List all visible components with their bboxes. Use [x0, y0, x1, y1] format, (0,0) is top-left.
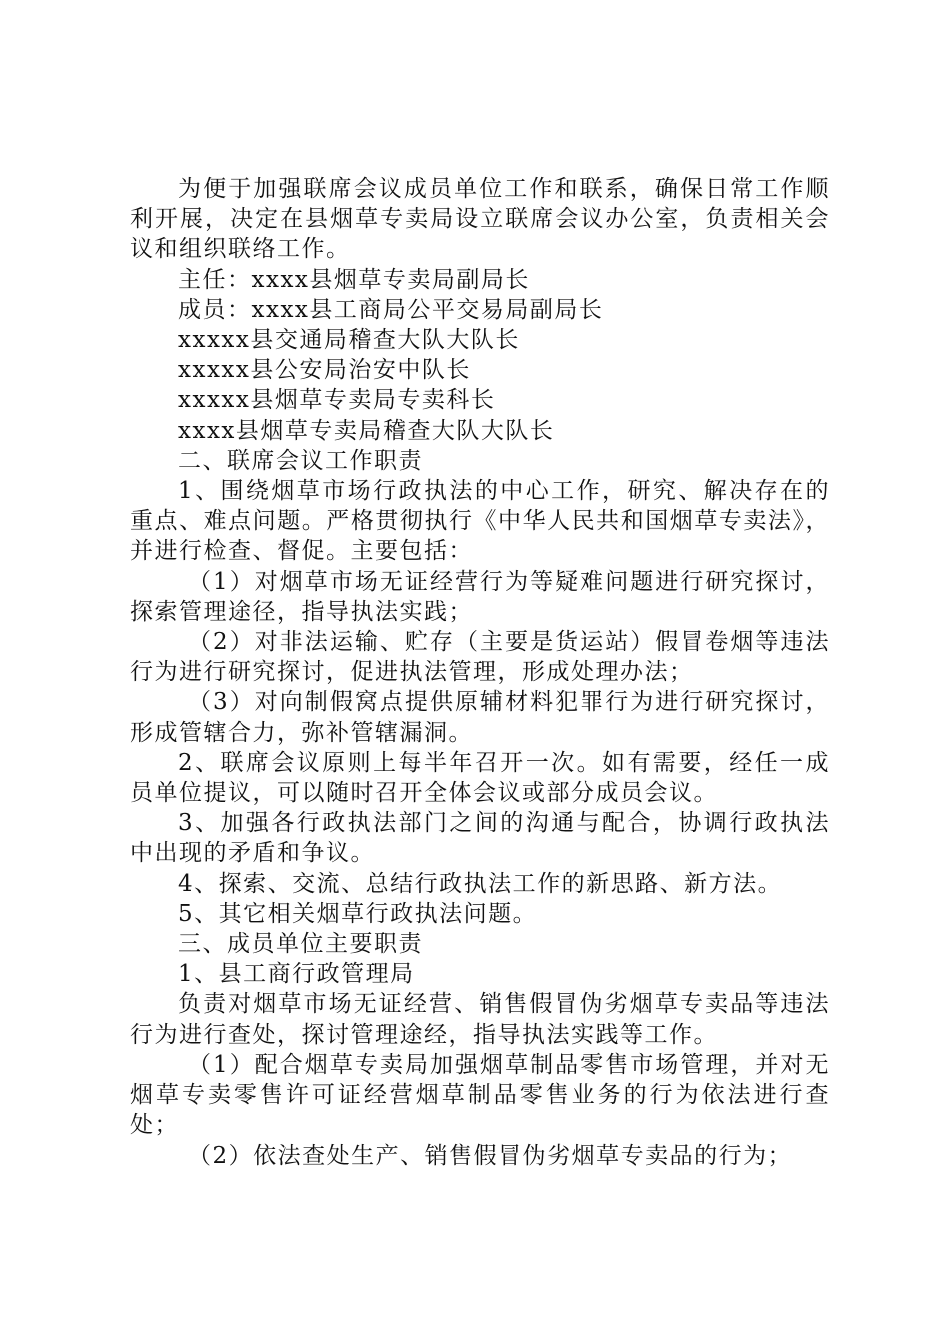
paragraph-duty-5: 5、其它相关烟草行政执法问题。 [178, 900, 538, 927]
paragraph-duty-2: 2、联席会议原则上每半年召开一次。如有需要，经任一成员单位提议，可以随时召开全体会议或部分成员会议。 [130, 749, 830, 807]
paragraph-member-traffic: xxxxx县交通局稽查大队大队长 [178, 327, 520, 354]
paragraph-member-tobacco-section: xxxxx县烟草专卖局专卖科长 [178, 387, 496, 414]
paragraph-duty-1-item-3: （3）对向制假窝点提供原辅材料犯罪行为进行研究探讨，形成管辖合力，弥补管辖漏洞。 [130, 689, 830, 746]
paragraph-duty-4: 4、探索、交流、总结行政执法工作的新思路、新方法。 [178, 870, 783, 897]
paragraph-duty-1-item-2: （2）对非法运输、贮存（主要是货运站）假冒卷烟等违法行为进行研究探讨，促进执法管理，形成处理办法； [130, 629, 830, 686]
paragraph-member-duty-1-item-1: （1）配合烟草专卖局加强烟草制品零售市场管理，并对无烟草专卖零售许可证经营烟草制品零售业务的行为依法进行查处； [130, 1051, 830, 1139]
paragraph-duty-3: 3、加强各行政执法部门之间的沟通与配合，协调行政执法中出现的矛盾和争议。 [130, 810, 830, 867]
paragraph-member-tobacco-inspection: xxxx县烟草专卖局稽查大队大队长 [178, 417, 555, 444]
paragraph-director: 主任：xxxx县烟草专卖局副局长 [178, 266, 530, 293]
paragraph-duty-1: 1、围绕烟草市场行政执法的中心工作，研究、解决存在的重点、难点问题。严格贯彻执行《中华人民共和国烟草专卖法》，并进行检查、督促。主要包括： [130, 478, 830, 565]
document-body [130, 174, 830, 1171]
paragraph-member-duty-1-desc: 负责对烟草市场无证经营、销售假冒伪劣烟草专卖品等违法行为进行查处，探讨管理途经，指导执法实践等工作。 [130, 991, 830, 1048]
section-heading-member-duties: 三、成员单位主要职责 [178, 931, 423, 958]
paragraph-member-police: xxxxx县公安局治安中队长 [178, 357, 471, 384]
section-heading-duties: 二、联席会议工作职责 [178, 447, 423, 474]
paragraph-member-duty-1-item-2: （2）依法查处生产、销售假冒伪劣烟草专卖品的行为； [188, 1142, 793, 1169]
paragraph-member-duty-1: 1、县工商行政管理局 [178, 961, 415, 988]
paragraph-members: 成员：xxxx县工商局公平交易局副局长 [178, 296, 604, 323]
paragraph-office-intro: 为便于加强联席会议成员单位工作和联系，确保日常工作顺利开展，决定在县烟草专卖局设立联席会议办公室，负责相关会议和组织联络工作。 [130, 176, 830, 263]
paragraph-duty-1-item-1: （1）对烟草市场无证经营行为等疑难问题进行研究探讨，探索管理途径，指导执法实践； [130, 568, 830, 625]
